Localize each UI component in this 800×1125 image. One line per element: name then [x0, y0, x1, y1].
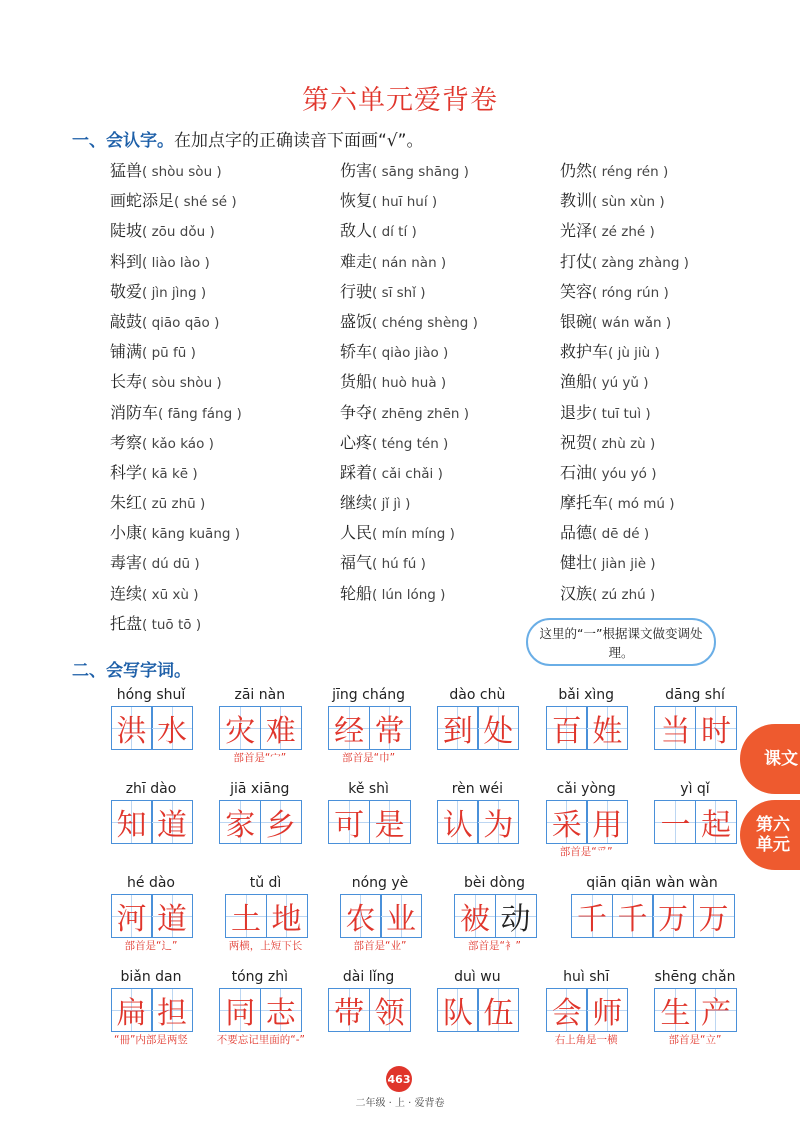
reading-item: [340, 518, 478, 548]
tab-unit-six-label: 第六单元: [756, 815, 790, 855]
reading-word: 行驶: [340, 281, 373, 301]
reading-word: 继续: [340, 493, 373, 513]
reading-word: 托盘: [110, 613, 143, 633]
word-pinyin: yì qǐ: [680, 781, 710, 797]
writing-word: [652, 684, 738, 766]
char-boxes: [652, 988, 738, 1032]
writing-word: [543, 966, 629, 1048]
char-box[interactable]: 洪: [111, 706, 153, 750]
reading-item: [340, 307, 478, 337]
reading-item: [560, 247, 689, 277]
writing-word: [652, 778, 738, 860]
writing-word: [108, 778, 194, 860]
reading-column-3: [560, 156, 689, 609]
reading-pinyin-options[interactable]: ( dē dé ): [592, 526, 650, 543]
reading-word: 连续: [110, 583, 143, 603]
char-box[interactable]: 处: [477, 706, 519, 750]
reading-item: [110, 428, 242, 458]
char-box[interactable]: 起: [695, 800, 737, 844]
reading-word: 心疼: [340, 432, 373, 452]
word-note: [566, 938, 738, 954]
char-boxes: [108, 894, 194, 938]
reading-item: [340, 579, 478, 609]
writing-word: [434, 684, 520, 766]
char-boxes: [452, 894, 538, 938]
word-pinyin: shēng chǎn: [654, 969, 736, 985]
word-pinyin: tóng zhì: [231, 969, 288, 985]
reading-word: 银碗: [560, 311, 593, 331]
reading-pinyin-options[interactable]: ( zàng zhàng ): [592, 254, 689, 271]
writing-word: [326, 778, 412, 860]
word-note: 两横，上短下长: [228, 940, 303, 952]
reading-pinyin-options[interactable]: ( zú zhú ): [592, 586, 656, 603]
char-box[interactable]: 灾: [219, 706, 261, 750]
word-note: 不要忘记里面的“-”: [216, 1034, 305, 1046]
char-boxes: [326, 988, 412, 1032]
reading-pinyin-options[interactable]: ( zhēng zhēn ): [372, 405, 470, 422]
page-number: 463: [386, 1066, 412, 1092]
char-boxes: [652, 706, 738, 750]
word-note: 部首是“宀”: [233, 752, 287, 764]
reading-word: 铺满: [110, 342, 143, 362]
word-pinyin: kě shì: [348, 781, 389, 797]
reading-pinyin-options[interactable]: ( téng tén ): [372, 435, 449, 452]
reading-item: [560, 428, 689, 458]
reading-pinyin-options[interactable]: ( cǎi chǎi ): [372, 465, 443, 482]
reading-pinyin-options[interactable]: ( jìn jìng ): [142, 284, 207, 301]
writing-word: [217, 778, 303, 860]
word-pinyin: zāi nàn: [234, 687, 286, 703]
reading-word: 敬爱: [110, 281, 143, 301]
reading-item: [110, 609, 242, 639]
word-note: [434, 1032, 520, 1048]
reading-item: [110, 186, 242, 216]
char-box[interactable]: 伍: [477, 988, 519, 1032]
char-box[interactable]: 经: [328, 706, 370, 750]
word-note: [108, 844, 194, 860]
reading-word: 退步: [560, 402, 593, 422]
reading-pinyin-options[interactable]: ( liào lào ): [142, 254, 210, 271]
reading-pinyin-options[interactable]: ( jiàn jiè ): [592, 556, 656, 573]
word-pinyin: zhī dào: [125, 781, 177, 797]
word-note: “冊”内部是两竖: [114, 1034, 188, 1046]
reading-word: 难走: [340, 251, 373, 271]
word-note: 部首是“衤”: [468, 940, 521, 952]
reading-pinyin-options[interactable]: ( huī huí ): [372, 194, 438, 211]
word-note: [652, 844, 738, 860]
reading-pinyin-options[interactable]: ( shé sé ): [174, 194, 237, 211]
reading-item: [560, 518, 689, 548]
tab-lesson[interactable]: 课文: [740, 724, 800, 794]
char-box[interactable]: 万: [693, 894, 735, 938]
writing-word: [543, 684, 629, 766]
char-box[interactable]: 常: [369, 706, 411, 750]
char-boxes: [543, 988, 629, 1032]
writing-word: [337, 872, 423, 954]
reading-pinyin-options[interactable]: ( zhù zù ): [592, 435, 656, 452]
reading-word: 祝贺: [560, 432, 593, 452]
reading-pinyin-options[interactable]: ( yú yǔ ): [592, 375, 649, 392]
reading-item: [110, 579, 242, 609]
word-note: [543, 750, 629, 766]
char-boxes: [108, 800, 194, 844]
section-1-heading: [72, 126, 423, 151]
reading-item: [110, 277, 242, 307]
reading-pinyin-options[interactable]: ( chéng shèng ): [372, 314, 478, 331]
reading-word: 考察: [110, 432, 143, 452]
reading-item: [110, 518, 242, 548]
char-boxes: [108, 706, 194, 750]
word-note: [217, 844, 303, 860]
word-note: 部首是“辶”: [124, 940, 178, 952]
writing-word: [566, 872, 738, 954]
reading-item: [340, 458, 478, 488]
writing-word: [223, 872, 309, 954]
tab-unit-six[interactable]: [740, 800, 800, 870]
word-pinyin: qiān qiān wàn wàn: [586, 875, 718, 891]
char-box[interactable]: 认: [437, 800, 479, 844]
reading-item: [110, 398, 242, 428]
reading-word: 货船: [340, 372, 373, 392]
writing-word: [108, 966, 194, 1048]
char-box[interactable]: 千: [612, 894, 654, 938]
reading-pinyin-options[interactable]: ( zōu dǒu ): [142, 224, 215, 241]
char-boxes: [217, 800, 303, 844]
reading-pinyin-options[interactable]: ( sòu shòu ): [142, 375, 222, 392]
reading-pinyin-options[interactable]: ( réng rén ): [592, 164, 669, 180]
reading-item: [340, 398, 478, 428]
reading-word: 长寿: [110, 372, 143, 392]
word-pinyin: rèn wéi: [451, 781, 504, 797]
char-box[interactable]: 千: [571, 894, 613, 938]
reading-pinyin-options[interactable]: ( sùn xùn ): [592, 194, 665, 211]
reading-word: 毒害: [110, 553, 143, 573]
char-boxes: [543, 706, 629, 750]
word-pinyin: jiā xiāng: [230, 781, 290, 797]
reading-pinyin-options[interactable]: ( kā kē ): [142, 465, 198, 482]
reading-word: 小康: [110, 523, 143, 543]
reading-word: 敲鼓: [110, 311, 143, 331]
reading-item: [110, 216, 242, 246]
reading-item: [560, 398, 689, 428]
reading-item: [340, 488, 478, 518]
reading-word: 摩托车: [560, 493, 609, 513]
word-pinyin: jīng cháng: [332, 687, 406, 703]
reading-pinyin-options[interactable]: ( jǐ jì ): [372, 496, 411, 513]
writing-word: [217, 966, 303, 1048]
word-pinyin: bǎi xìng: [558, 687, 615, 703]
word-note: 部首是“业”: [353, 940, 407, 952]
word-note: 右上角是一横: [554, 1034, 618, 1046]
reading-word: 科学: [110, 462, 143, 482]
reading-word: 伤害: [340, 161, 373, 180]
reading-pinyin-options[interactable]: ( huò huà ): [372, 375, 447, 392]
word-note: 部首是“爫”: [559, 846, 613, 858]
char-boxes: [217, 706, 303, 750]
reading-word: 教训: [560, 191, 593, 211]
word-pinyin: biǎn dan: [120, 969, 182, 985]
char-boxes: [434, 988, 520, 1032]
reading-pinyin-options[interactable]: ( sāng shāng ): [372, 164, 469, 180]
reading-pinyin-options[interactable]: ( qiào jiào ): [372, 345, 449, 362]
reading-pinyin-options[interactable]: ( lún lóng ): [372, 586, 446, 603]
reading-word: 敌人: [340, 221, 373, 241]
word-pinyin: dāng shí: [665, 687, 725, 703]
reading-pinyin-options[interactable]: ( tuī tuì ): [592, 405, 651, 422]
char-box[interactable]: 扁: [111, 988, 153, 1032]
writing-row: [108, 778, 738, 860]
writing-word: [108, 872, 194, 954]
word-pinyin: duì wu: [454, 969, 501, 985]
page-title: 第六单元爱背卷: [302, 85, 498, 116]
writing-word: [326, 684, 412, 766]
reading-item: [110, 247, 242, 277]
section-1-label: 一、会认字。: [72, 131, 174, 151]
reading-item: [560, 488, 689, 518]
writing-word: [543, 778, 629, 860]
char-box[interactable]: 知: [111, 800, 153, 844]
reading-item: [340, 337, 478, 367]
char-box[interactable]: 采: [546, 800, 588, 844]
word-note: [652, 750, 738, 766]
reading-word: 人民: [340, 523, 373, 543]
reading-item: [340, 277, 478, 307]
word-pinyin: bèi dòng: [463, 875, 526, 891]
reading-word: 打仗: [560, 251, 593, 271]
word-pinyin: hóng shuǐ: [116, 687, 186, 703]
reading-item: [110, 548, 242, 578]
char-boxes: [434, 706, 520, 750]
char-box[interactable]: 一: [654, 800, 696, 844]
char-box[interactable]: 地: [266, 894, 308, 938]
char-box[interactable]: 担: [151, 988, 193, 1032]
reading-item: [340, 548, 478, 578]
reading-pinyin-options[interactable]: ( jù jiù ): [608, 345, 660, 362]
word-pinyin: dài lǐng: [342, 969, 395, 985]
reading-pinyin-options[interactable]: ( kāng kuāng ): [142, 526, 240, 543]
reading-word: 画蛇添足: [110, 191, 175, 211]
char-boxes: [543, 800, 629, 844]
reading-word: 福气: [340, 553, 373, 573]
char-boxes: [108, 988, 194, 1032]
char-box[interactable]: 难: [260, 706, 302, 750]
word-note: [326, 844, 412, 860]
word-pinyin: hé dào: [127, 875, 175, 891]
writing-row: [108, 872, 738, 954]
reading-item: [340, 247, 478, 277]
char-box[interactable]: 百: [546, 706, 588, 750]
writing-word: [108, 684, 194, 766]
char-box[interactable]: 道: [151, 894, 193, 938]
char-box[interactable]: 队: [437, 988, 479, 1032]
reading-column-1: [110, 156, 242, 639]
writing-word: [217, 684, 303, 766]
word-note: 部首是“立”: [668, 1034, 722, 1046]
char-box[interactable]: 道: [151, 800, 193, 844]
char-box[interactable]: 土: [225, 894, 267, 938]
reading-item: [560, 458, 689, 488]
char-box[interactable]: 带: [328, 988, 370, 1032]
section-1-instruction: 在加点字的正确读音下面画“√”。: [174, 131, 424, 151]
reading-item: [560, 186, 689, 216]
reading-word: 猛兽: [110, 161, 143, 180]
reading-item: [110, 488, 242, 518]
char-boxes: [217, 988, 303, 1032]
reading-word: 料到: [110, 251, 143, 271]
reading-pinyin-options[interactable]: ( wán wǎn ): [592, 314, 672, 331]
char-box[interactable]: 万: [652, 894, 694, 938]
reading-word: 轮船: [340, 583, 373, 603]
reading-word: 光泽: [560, 221, 593, 241]
char-boxes: [223, 894, 309, 938]
char-box[interactable]: 被: [454, 894, 496, 938]
char-box[interactable]: 当: [654, 706, 696, 750]
tip-bubble: 这里的“一”根据课文做变调处理。: [526, 618, 716, 666]
char-boxes: [337, 894, 423, 938]
writing-word: [434, 778, 520, 860]
char-box[interactable]: 姓: [586, 706, 628, 750]
reading-pinyin-options[interactable]: ( mín míng ): [372, 526, 455, 543]
char-boxes: [434, 800, 520, 844]
word-pinyin: cǎi yòng: [556, 781, 616, 797]
reading-item: [110, 337, 242, 367]
char-box[interactable]: 师: [586, 988, 628, 1032]
word-pinyin: nóng yè: [351, 875, 409, 891]
word-note: [326, 1032, 412, 1048]
char-box[interactable]: 用: [586, 800, 628, 844]
reading-word: 仍然: [560, 161, 593, 180]
reading-item: [340, 216, 478, 246]
reading-pinyin-options[interactable]: ( tuō tō ): [142, 616, 202, 633]
reading-pinyin-options[interactable]: ( xū xù ): [142, 586, 199, 603]
reading-pinyin-options[interactable]: ( fāng fáng ): [158, 405, 242, 422]
char-box[interactable]: 产: [695, 988, 737, 1032]
writing-grid: [108, 684, 738, 1060]
reading-pinyin-options[interactable]: ( zū zhū ): [142, 496, 206, 513]
word-note: [434, 844, 520, 860]
reading-pinyin-options[interactable]: ( qiāo qāo ): [142, 314, 220, 331]
reading-pinyin-options[interactable]: ( sī shǐ ): [372, 284, 426, 301]
reading-word: 渔船: [560, 372, 593, 392]
reading-word: 汉族: [560, 583, 593, 603]
writing-row: [108, 966, 738, 1048]
char-boxes: [652, 800, 738, 844]
reading-pinyin-options[interactable]: ( mó mú ): [608, 496, 675, 513]
reading-pinyin-options[interactable]: ( pū fū ): [142, 345, 196, 362]
writing-word: [434, 966, 520, 1048]
reading-word: 石油: [560, 462, 593, 482]
reading-item: [340, 186, 478, 216]
char-boxes: [566, 894, 738, 938]
char-box[interactable]: 水: [151, 706, 193, 750]
reading-item: [560, 579, 689, 609]
reading-item: [340, 156, 478, 186]
reading-item: [110, 458, 242, 488]
reading-item: [560, 307, 689, 337]
reading-item: [340, 428, 478, 458]
reading-column-2: [340, 156, 478, 609]
reading-item: [560, 156, 689, 186]
reading-item: [110, 367, 242, 397]
reading-pinyin-options[interactable]: ( nán nàn ): [372, 254, 447, 271]
reading-word: 笑容: [560, 281, 593, 301]
char-box[interactable]: 农: [340, 894, 382, 938]
reading-pinyin-options[interactable]: ( yóu yó ): [592, 465, 657, 482]
reading-word: 恢复: [340, 191, 373, 211]
writing-word: [452, 872, 538, 954]
reading-word: 朱红: [110, 493, 143, 513]
reading-item: [560, 277, 689, 307]
reading-pinyin-options[interactable]: ( dí tí ): [372, 224, 417, 241]
writing-word: [652, 966, 738, 1048]
word-pinyin: tǔ dì: [249, 875, 282, 891]
char-boxes: [326, 800, 412, 844]
char-box[interactable]: 时: [695, 706, 737, 750]
reading-word: 救护车: [560, 342, 609, 362]
word-pinyin: huì shī: [563, 969, 610, 985]
reading-word: 轿车: [340, 342, 373, 362]
char-box[interactable]: 业: [380, 894, 422, 938]
char-box[interactable]: 动: [495, 894, 537, 938]
reading-item: [110, 307, 242, 337]
reading-pinyin-options[interactable]: ( zé zhé ): [592, 224, 655, 241]
reading-item: [560, 367, 689, 397]
reading-word: 争夺: [340, 402, 373, 422]
word-pinyin: dào chù: [449, 687, 506, 703]
reading-item: [560, 337, 689, 367]
char-box[interactable]: 生: [654, 988, 696, 1032]
footer: 二年级 · 上 · 爱背卷: [355, 1098, 445, 1109]
reading-item: [560, 216, 689, 246]
char-box[interactable]: 同: [219, 988, 261, 1032]
char-box[interactable]: 到: [437, 706, 479, 750]
word-note: 部首是“巾”: [342, 752, 396, 764]
reading-word: 消防车: [110, 402, 159, 422]
word-note: [434, 750, 520, 766]
reading-word: 盛饭: [340, 311, 373, 331]
reading-pinyin-options[interactable]: ( dú dū ): [142, 556, 200, 573]
reading-pinyin-options[interactable]: ( shòu sòu ): [142, 164, 222, 180]
writing-word: [326, 966, 412, 1048]
reading-pinyin-options[interactable]: ( kǎo káo ): [142, 435, 214, 452]
reading-item: [560, 548, 689, 578]
section-2-heading: 二、会写字词。: [72, 661, 191, 681]
char-box[interactable]: 领: [369, 988, 411, 1032]
reading-pinyin-options[interactable]: ( hú fú ): [372, 556, 426, 573]
reading-item: [340, 367, 478, 397]
char-box[interactable]: 可: [328, 800, 370, 844]
reading-pinyin-options[interactable]: ( róng rún ): [592, 284, 669, 301]
char-box[interactable]: 是: [369, 800, 411, 844]
word-note: [108, 750, 194, 766]
reading-word: 陡坡: [110, 221, 143, 241]
writing-row: [108, 684, 738, 766]
char-box[interactable]: 家: [219, 800, 261, 844]
reading-word: 踩着: [340, 462, 373, 482]
char-box[interactable]: 为: [477, 800, 519, 844]
char-box[interactable]: 志: [260, 988, 302, 1032]
reading-word: 健壮: [560, 553, 593, 573]
reading-item: [110, 156, 242, 186]
char-boxes: [326, 706, 412, 750]
char-box[interactable]: 会: [546, 988, 588, 1032]
reading-word: 品德: [560, 523, 593, 543]
char-box[interactable]: 河: [111, 894, 153, 938]
char-box[interactable]: 乡: [260, 800, 302, 844]
